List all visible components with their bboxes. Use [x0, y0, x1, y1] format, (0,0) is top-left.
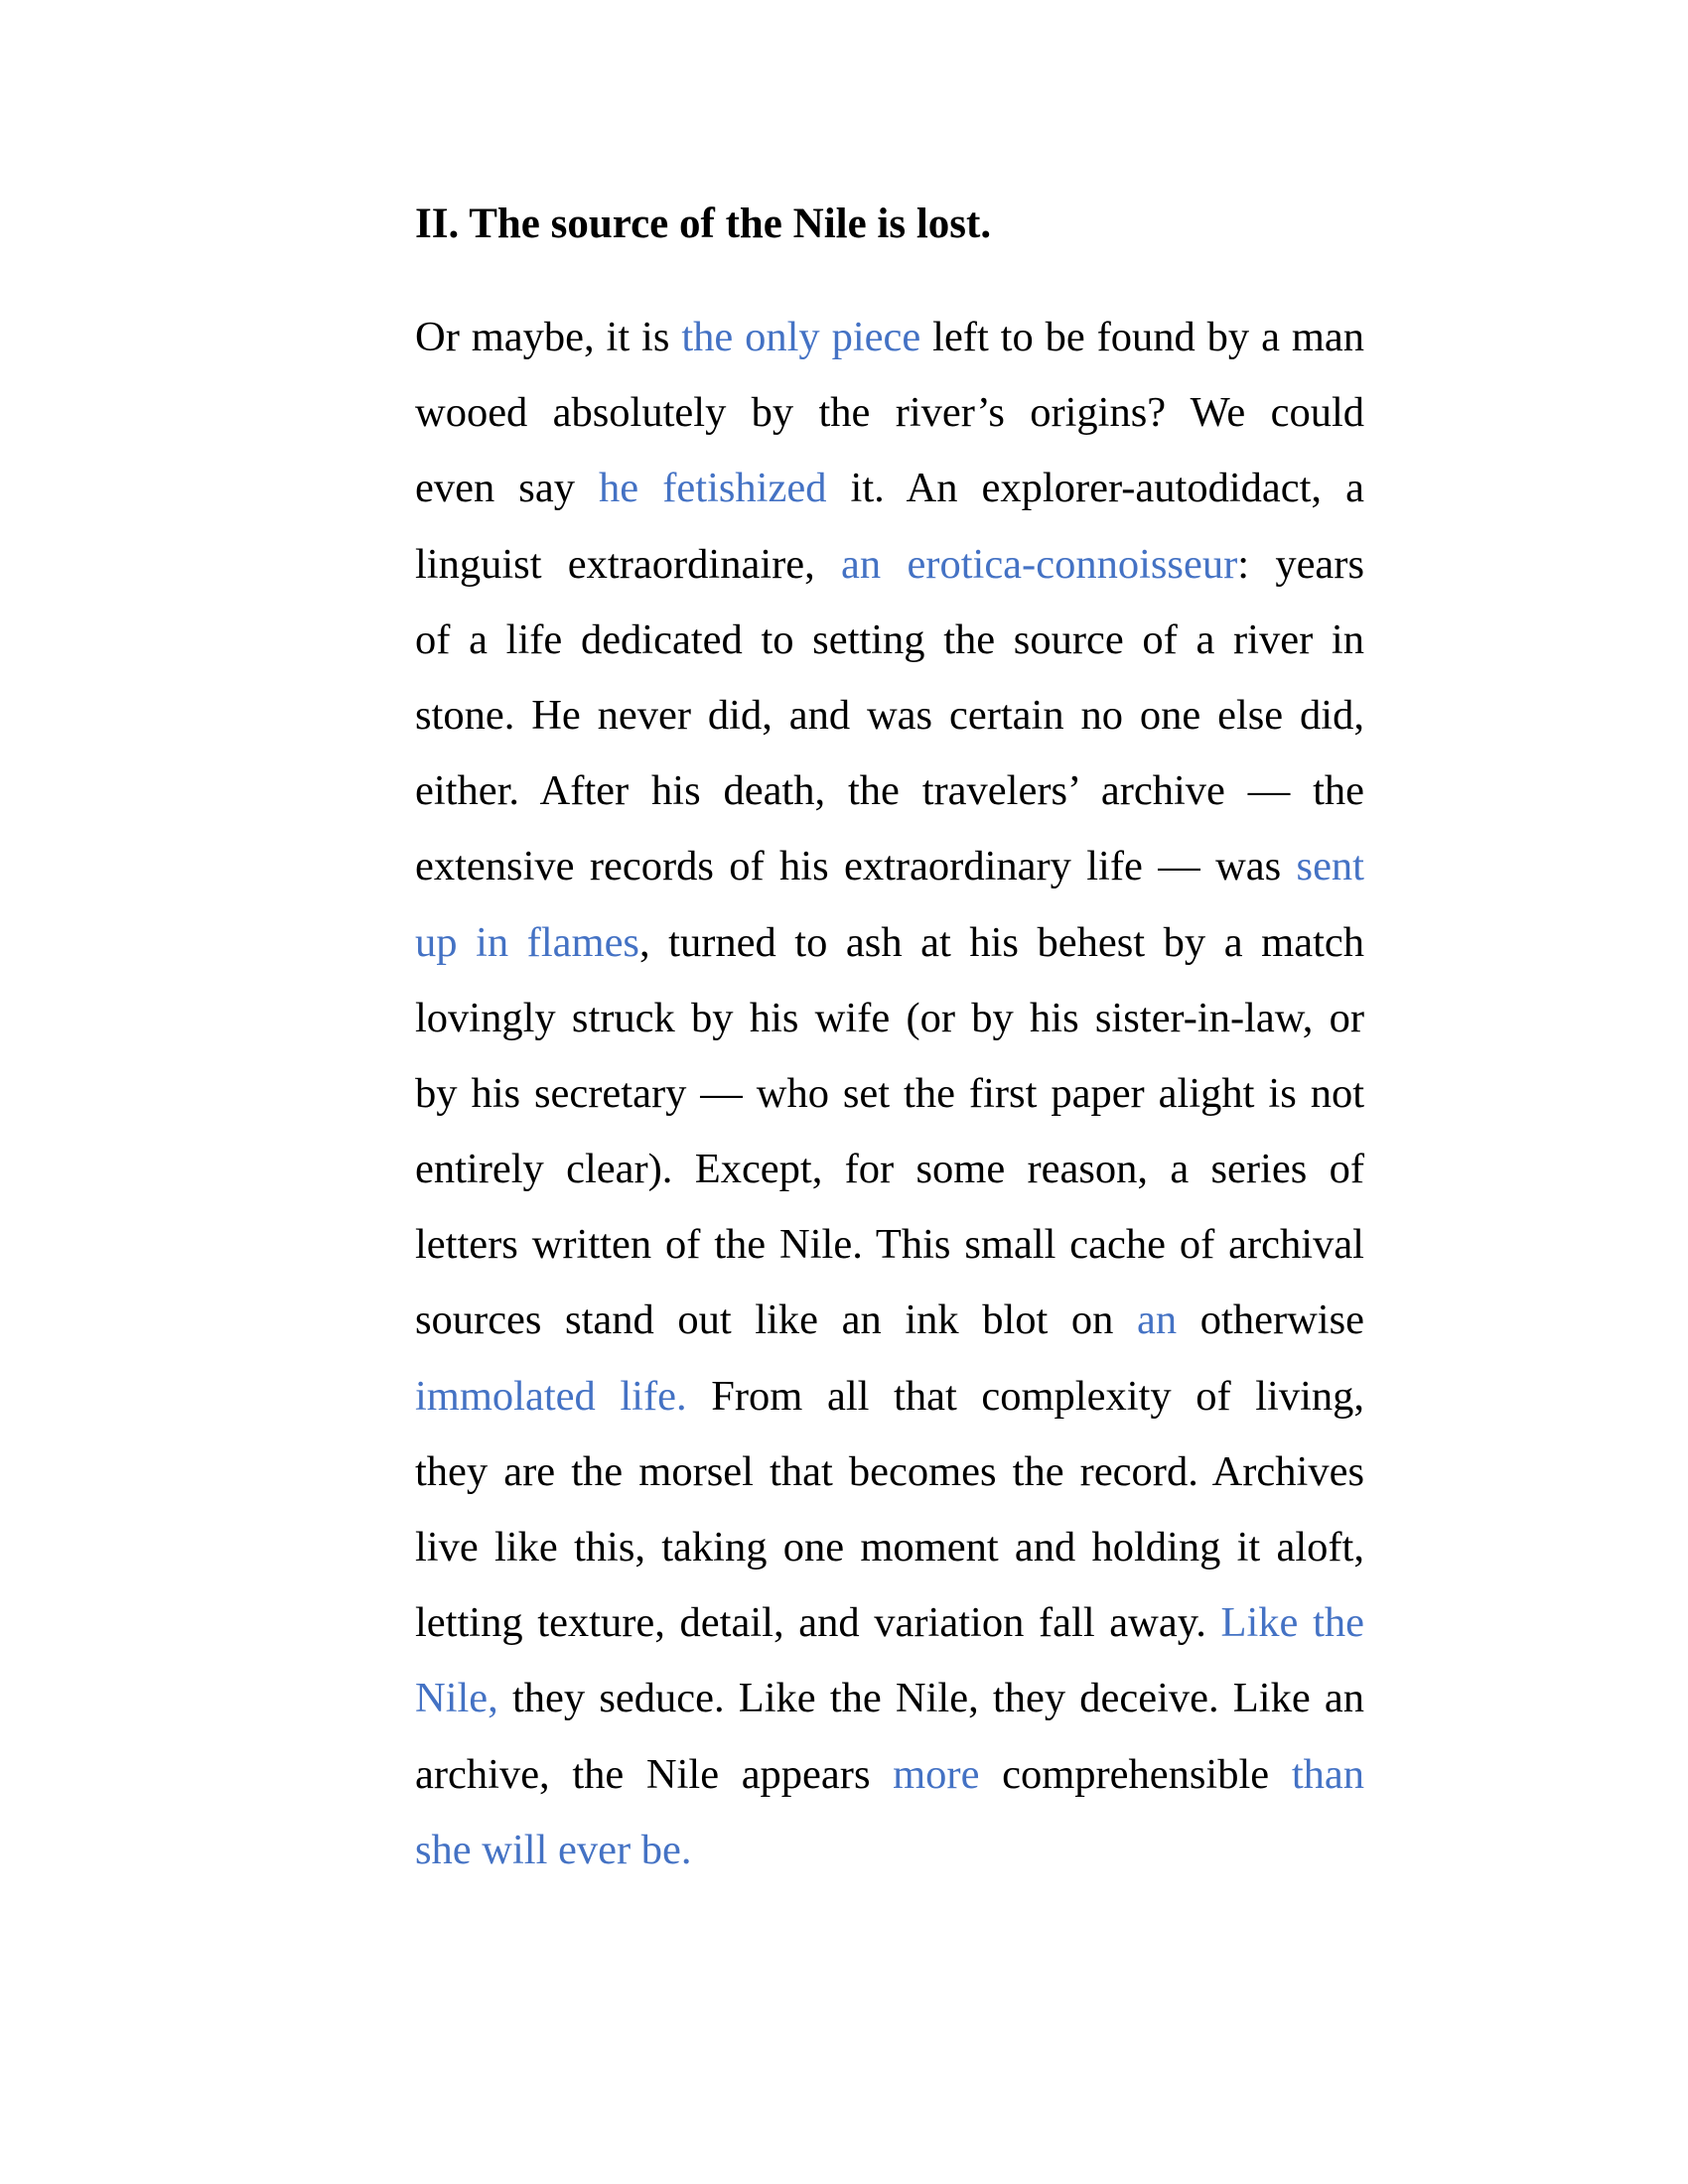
text-segment: linguist extraordinaire,	[415, 540, 842, 588]
text-line	[415, 1813, 1364, 1888]
highlighted-phrase: than	[1291, 1750, 1364, 1798]
text-segment: Or maybe, it is	[415, 314, 682, 360]
text-segment: left to be found by a man	[920, 314, 1364, 360]
text-line	[415, 1737, 1364, 1813]
text-segment: stone. He never did, and was certain no one else did,	[415, 691, 1364, 739]
text-segment: archive, the Nile appears	[415, 1750, 894, 1798]
text-segment: live like this, taking one moment and holding it aloft,	[415, 1524, 1364, 1570]
body-paragraph	[415, 300, 1364, 1888]
highlighted-phrase: more	[893, 1750, 980, 1798]
text-segment: From all that complexity of living,	[686, 1372, 1364, 1420]
text-line	[415, 603, 1364, 678]
text-line	[415, 1585, 1364, 1661]
text-line	[415, 905, 1364, 981]
text-line	[415, 1434, 1364, 1510]
text-line	[415, 753, 1364, 829]
text-segment: they are the morsel that becomes the record. Archives	[415, 1447, 1364, 1495]
highlighted-phrase: Like the	[1220, 1599, 1364, 1647]
text-line	[415, 1510, 1364, 1585]
highlighted-phrase: sent	[1296, 843, 1364, 890]
highlighted-phrase: Nile,	[415, 1675, 498, 1722]
highlighted-phrase: he fetishized	[599, 465, 827, 512]
text-line	[415, 678, 1364, 753]
text-line	[415, 1283, 1364, 1358]
highlighted-phrase: immolated life.	[415, 1372, 687, 1420]
highlighted-phrase: the only piece	[681, 314, 921, 360]
text-line	[415, 829, 1364, 904]
highlighted-phrase: an	[1137, 1297, 1178, 1344]
text-segment: sources stand out like an ink blot on	[415, 1297, 1138, 1344]
text-line	[415, 1132, 1364, 1207]
text-line	[415, 1207, 1364, 1283]
text-line	[415, 1056, 1364, 1132]
text-segment: : years	[1237, 540, 1364, 588]
highlighted-phrase: up in flames	[415, 918, 639, 966]
highlighted-phrase: she will ever be.	[415, 1826, 692, 1873]
text-segment: letting texture, detail, and variation fall away.	[415, 1599, 1221, 1647]
text-segment: they seduce. Like the Nile, they deceive. Like an	[497, 1675, 1364, 1722]
text-line	[415, 981, 1364, 1056]
text-segment: by his secretary — who set the first paper alight is not	[415, 1069, 1364, 1117]
text-line	[415, 527, 1364, 603]
text-segment: even say	[415, 465, 600, 512]
text-segment: wooed absolutely by the river’s origins? We could	[415, 389, 1364, 437]
text-segment: entirely clear). Except, for some reason, a series of	[415, 1146, 1364, 1193]
text-line	[415, 375, 1364, 451]
text-line	[415, 451, 1364, 526]
text-segment: either. After his death, the travelers’ archive — the	[415, 767, 1364, 815]
text-segment: , turned to ash at his behest by a match	[638, 918, 1364, 966]
text-segment: otherwise	[1177, 1297, 1364, 1344]
text-line	[415, 1661, 1364, 1736]
text-segment: of a life dedicated to setting the source of a river in	[415, 615, 1364, 663]
text-segment: lovingly struck by his wife (or by his sister-in-law, or	[415, 994, 1364, 1041]
text-segment: extensive records of his extraordinary life — was	[415, 843, 1297, 890]
text-segment: letters written of the Nile. This small cache of archival	[415, 1221, 1364, 1269]
text-segment: comprehensible	[979, 1750, 1292, 1798]
highlighted-phrase: an erotica-connoisseur	[841, 540, 1238, 588]
section-heading: II. The source of the Nile is lost.	[415, 201, 992, 247]
text-segment: it. An explorer-autodidact, a	[826, 465, 1364, 512]
text-line	[415, 1359, 1364, 1434]
text-line	[415, 300, 1364, 375]
